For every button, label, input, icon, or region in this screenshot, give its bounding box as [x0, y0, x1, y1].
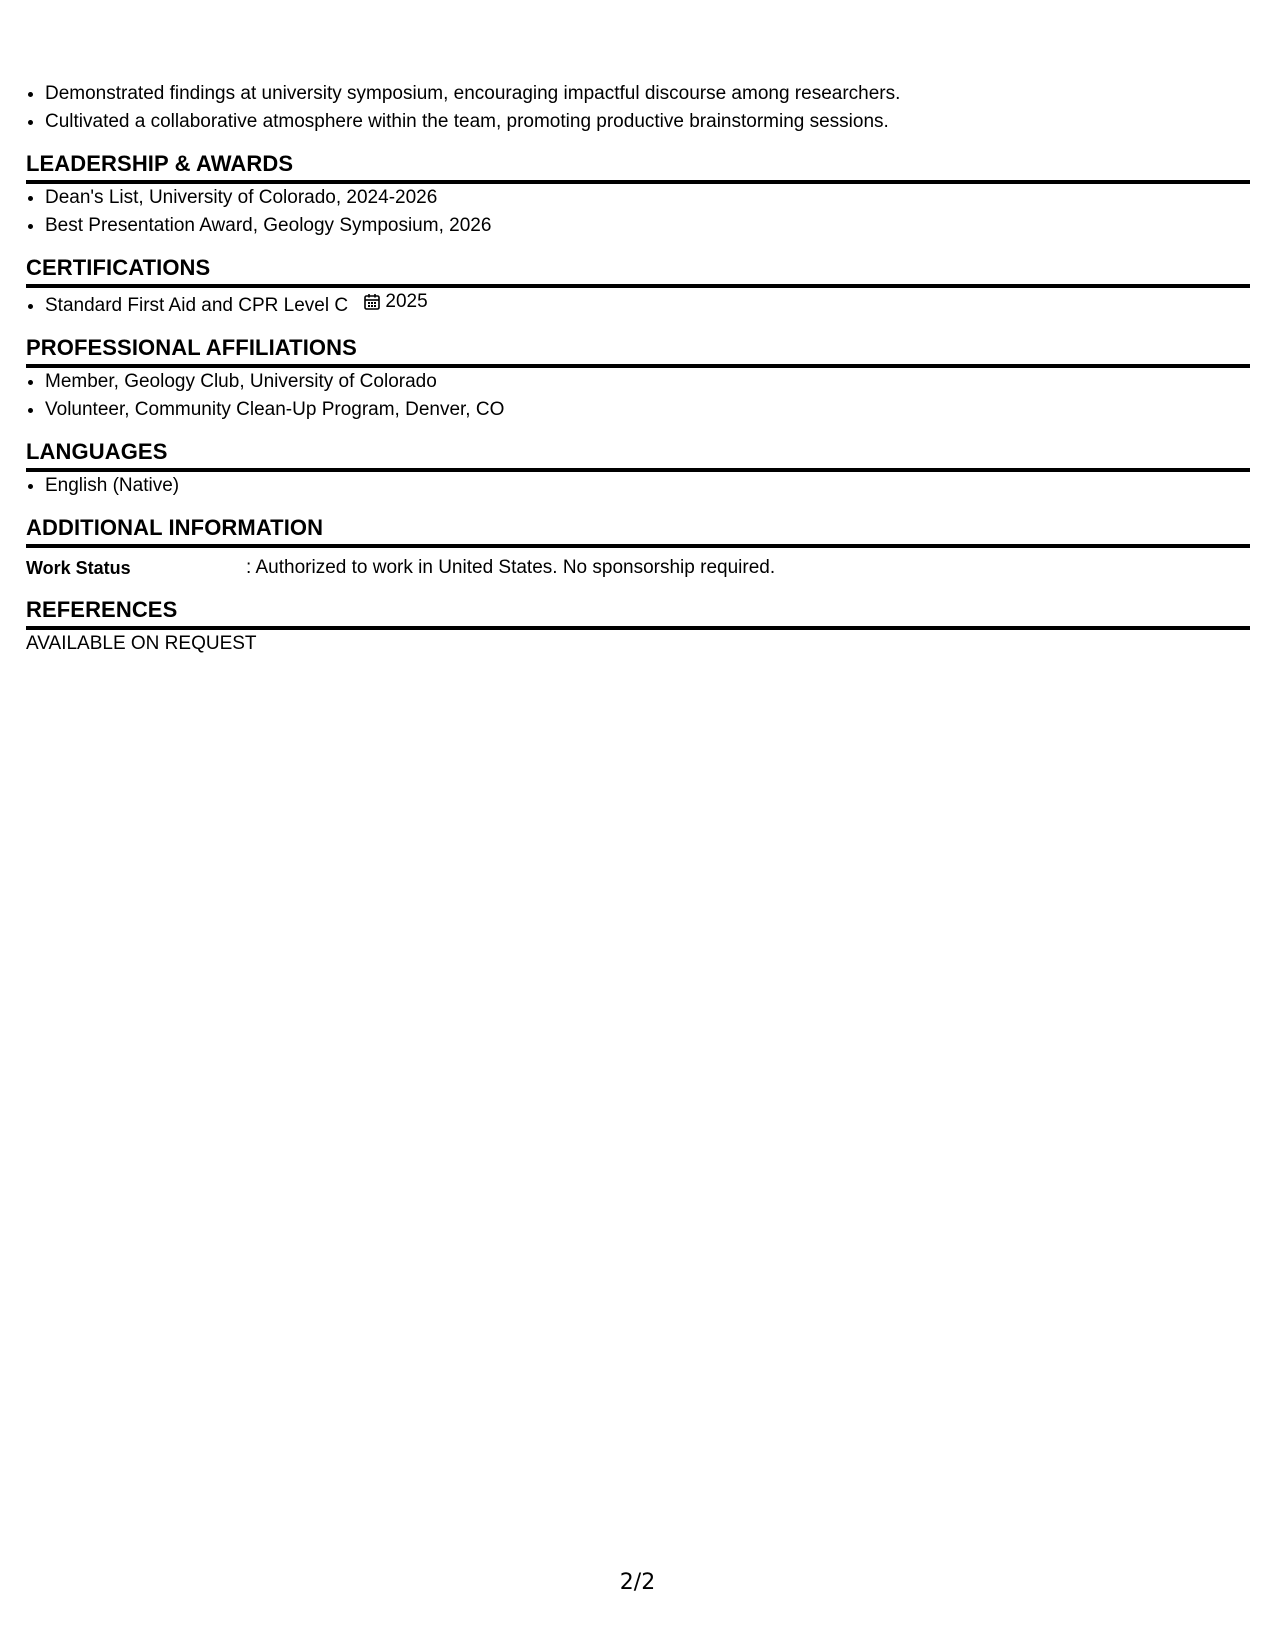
page-number: 2/2	[619, 1570, 656, 1595]
work-status-row	[26, 554, 1250, 582]
list-item: • English (Native)	[45, 472, 1250, 500]
languages-list	[26, 472, 1250, 500]
certification-name: Standard First Aid and CPR Level C	[45, 295, 349, 316]
list-item: • Demonstrated findings at university symposium, encouraging impactful discourse among researchers.	[45, 80, 1250, 108]
leadership-section	[26, 150, 1250, 240]
affiliations-section	[26, 334, 1250, 424]
list-item: • Dean's List, University of Colorado, 2024-2026	[45, 184, 1250, 212]
resume-content	[26, 80, 1250, 658]
section-title: CERTIFICATIONS	[26, 254, 1250, 288]
affiliations-list	[26, 368, 1250, 424]
certifications-section	[26, 254, 1250, 320]
list-item: • Cultivated a collaborative atmosphere within the team, promoting productive brainstorming sessions.	[45, 108, 1250, 136]
references-section	[26, 596, 1250, 658]
section-title: PROFESSIONAL AFFILIATIONS	[26, 334, 1250, 368]
list-item: • Best Presentation Award, Geology Symposium, 2026	[45, 212, 1250, 240]
section-title: LANGUAGES	[26, 438, 1250, 472]
certifications-list	[26, 288, 1250, 320]
references-text: AVAILABLE ON REQUEST	[26, 633, 257, 654]
list-item	[45, 288, 1250, 320]
work-status-value: : Authorized to work in United States. No sponsorship required.	[246, 557, 776, 578]
section-title: LEADERSHIP & AWARDS	[26, 150, 1250, 184]
list-item: • Volunteer, Community Clean-Up Program, Denver, CO	[45, 396, 1250, 424]
section-title: REFERENCES	[26, 596, 1250, 630]
list-item: • Member, Geology Club, University of Colorado	[45, 368, 1250, 396]
experience-bullets	[26, 80, 1250, 136]
additional-info-section	[26, 514, 1250, 582]
leadership-list	[26, 184, 1250, 240]
section-title: ADDITIONAL INFORMATION	[26, 514, 1250, 548]
certification-date	[363, 288, 427, 316]
work-status-label: Work Status	[26, 558, 131, 578]
certification-year: 2025	[385, 291, 428, 312]
calendar-icon	[363, 293, 381, 311]
languages-section	[26, 438, 1250, 500]
